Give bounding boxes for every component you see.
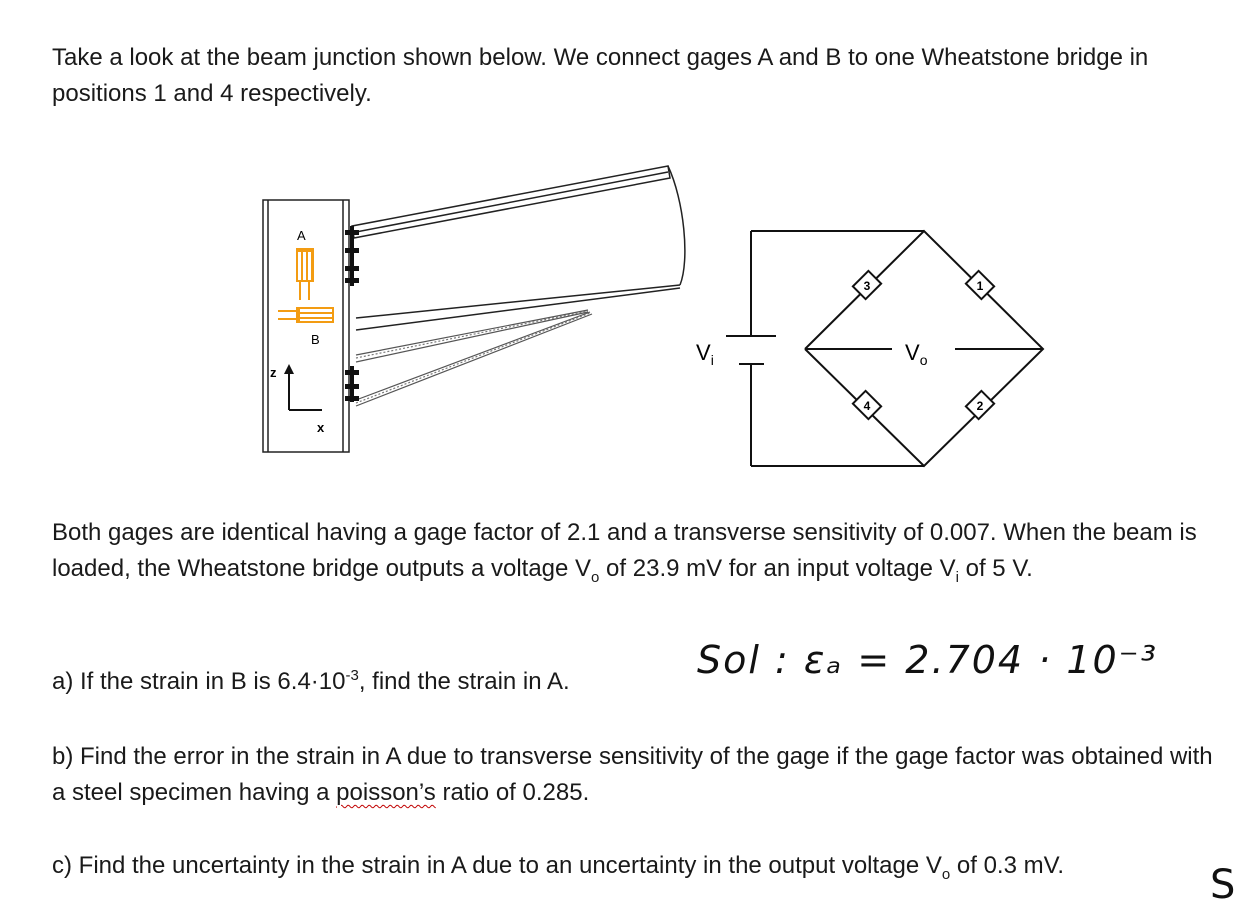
vo-label: $V_o$ (905, 340, 928, 368)
axes (284, 364, 322, 410)
bridge-arm-2 (966, 391, 994, 419)
svg-text:4: 4 (863, 399, 871, 413)
question-b: b) Find the error in the strain in A due to transverse sensitivity of the gage if the gage factor was obtained with a steel specimen having a poisson’s ratio of 0.285. (52, 743, 1213, 806)
bridge-arm-4 (853, 391, 881, 419)
question-c: c) Find the uncertainty in the strain in A due to an uncertainty in the output voltage $V_o$ of 0.3 mV. (52, 852, 1065, 883)
gages-paragraph: Both gages are identical having a gage factor of 2.1 and a transverse sensitivity of 0.007. When the beam is loaded, the Wheatstone bridge outputs a voltage $V_o$ of 23.9 mV for an input voltage $V_i$ of 5 V. (52, 519, 1197, 586)
axis-z-label: z (270, 365, 277, 380)
spellcheck-word[interactable]: poisson’s (336, 779, 436, 806)
svg-text:2: 2 (976, 399, 984, 413)
bridge-wires (726, 231, 1043, 466)
gage-b-label: B (311, 332, 320, 347)
gage-a (296, 248, 314, 300)
gage-a-label: A (297, 228, 306, 243)
handwritten-answer-a: Sol : εₐ = 2.704 · 10⁻³ (697, 638, 1158, 682)
beam (352, 166, 685, 330)
vi-label: $V_i$ (696, 340, 714, 368)
intro-paragraph: Take a look at the beam junction shown below. We connect gages A and B to one Wheatstone bridge in positions 1 and 4 respectively. (52, 44, 1149, 107)
bridge-arm-3 (853, 271, 881, 299)
bridge-arm-1 (966, 271, 994, 299)
gage-b (278, 307, 334, 323)
column (263, 200, 349, 452)
axis-x-label: x (317, 420, 325, 435)
brace (356, 310, 592, 406)
bolts (345, 226, 359, 402)
question-a: a) If the strain in B is $6.4\cdot 10^{-3}$, find the strain in A. (52, 667, 570, 695)
svg-text:3: 3 (863, 279, 871, 293)
svg-text:1: 1 (976, 279, 984, 293)
handwritten-answer-c: S (1210, 862, 1238, 908)
